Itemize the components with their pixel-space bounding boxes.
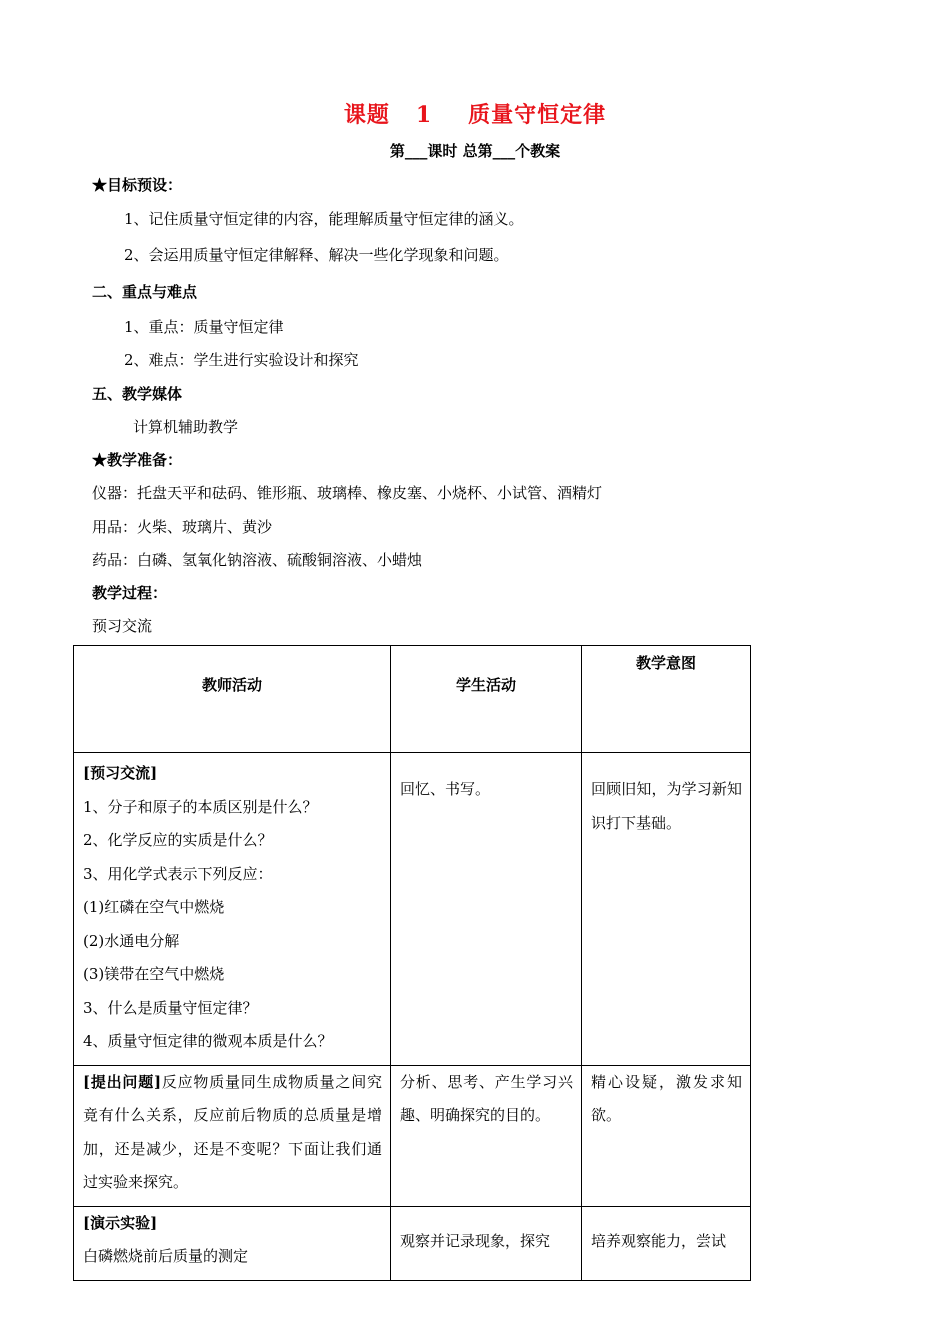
goal-item: 2、会运用质量守恒定律解释、解决一些化学现象和问题。 bbox=[124, 246, 509, 264]
title-number: 1 bbox=[415, 102, 433, 128]
question-item: 2、化学反应的实质是什么？ bbox=[83, 831, 273, 849]
lesson-subtitle: 第___课时 总第___个教案 bbox=[389, 142, 561, 160]
table-row bbox=[74, 753, 751, 1066]
header-intent: 教学意图 bbox=[582, 646, 751, 753]
question-item: 3、用化学式表示下列反应： bbox=[83, 864, 273, 883]
intent-cell: 培养观察能力，尝试 bbox=[582, 1206, 751, 1280]
table-row bbox=[74, 1206, 751, 1280]
goal-item: 1、记住质量守恒定律的内容，能理解质量守恒定律的涵义。 bbox=[124, 210, 524, 228]
key-heading: 二、重点与难点 bbox=[92, 283, 198, 301]
teacher-text: 反应物质量同生成物质量之间究竟有什么关系，反应前后物质的总质量是增加，还是减少，还是不变呢？下面让我们通过实验来探究。 bbox=[83, 1072, 382, 1191]
student-cell: 观察并记录现象，探究 bbox=[391, 1206, 582, 1280]
process-subheading: 预习交流 bbox=[92, 617, 153, 635]
process-heading: 教学过程： bbox=[92, 584, 168, 602]
intent-cell: 回顾旧知，为学习新知识打下基础。 bbox=[582, 753, 751, 1066]
header-teacher: 教师活动 bbox=[74, 646, 391, 753]
prep-item: 仪器：托盘天平和砝码、锥形瓶、玻璃棒、橡皮塞、小烧杯、小试管、酒精灯 bbox=[92, 484, 603, 502]
teacher-cell bbox=[74, 753, 391, 1066]
question-item: (3)镁带在空气中燃烧 bbox=[83, 965, 225, 983]
question-item: 4、质量守恒定律的微观本质是什么？ bbox=[83, 1032, 333, 1050]
question-item: 3、什么是质量守恒定律？ bbox=[83, 998, 258, 1017]
table-header-row bbox=[74, 646, 751, 753]
row-tag: [演示实验] bbox=[83, 1213, 158, 1232]
student-cell: 回忆、书写。 bbox=[391, 753, 582, 1066]
media-heading: 五、教学媒体 bbox=[92, 385, 183, 403]
table-row bbox=[74, 1065, 751, 1206]
student-cell: 分析、思考、产生学习兴趣、明确探究的目的。 bbox=[391, 1065, 582, 1206]
teacher-cell bbox=[74, 1065, 391, 1206]
prep-item: 药品：白磷、氢氧化钠溶液、硫酸铜溶液、小蜡烛 bbox=[92, 551, 423, 569]
lesson-table bbox=[73, 645, 751, 1281]
prep-heading: ★教学准备： bbox=[92, 451, 183, 469]
media-text: 计算机辅助教学 bbox=[133, 418, 239, 436]
question-item: (2)水通电分解 bbox=[83, 931, 180, 950]
page-title bbox=[0, 98, 950, 129]
goals-heading: ★目标预设： bbox=[92, 176, 183, 194]
row-tag: [预习交流] bbox=[83, 764, 158, 782]
question-item: (1)红磷在空气中燃烧 bbox=[83, 898, 225, 916]
key-point-item: 2、难点：学生进行实验设计和探究 bbox=[124, 351, 359, 369]
prep-item: 用品：火柴、玻璃片、黄沙 bbox=[92, 518, 273, 536]
question-item: 1、分子和原子的本质区别是什么？ bbox=[83, 797, 318, 816]
key-point-item: 1、重点：质量守恒定律 bbox=[124, 318, 284, 336]
teacher-text: 白磷燃烧前后质量的测定 bbox=[83, 1247, 249, 1265]
row-tag: [提出问题] bbox=[83, 1072, 162, 1091]
title-prefix: 课题 bbox=[343, 102, 390, 128]
teacher-cell bbox=[74, 1206, 391, 1280]
header-student: 学生活动 bbox=[391, 646, 582, 753]
title-name: 质量守恒定律 bbox=[468, 102, 607, 128]
intent-cell: 精心设疑，激发求知欲。 bbox=[582, 1065, 751, 1206]
